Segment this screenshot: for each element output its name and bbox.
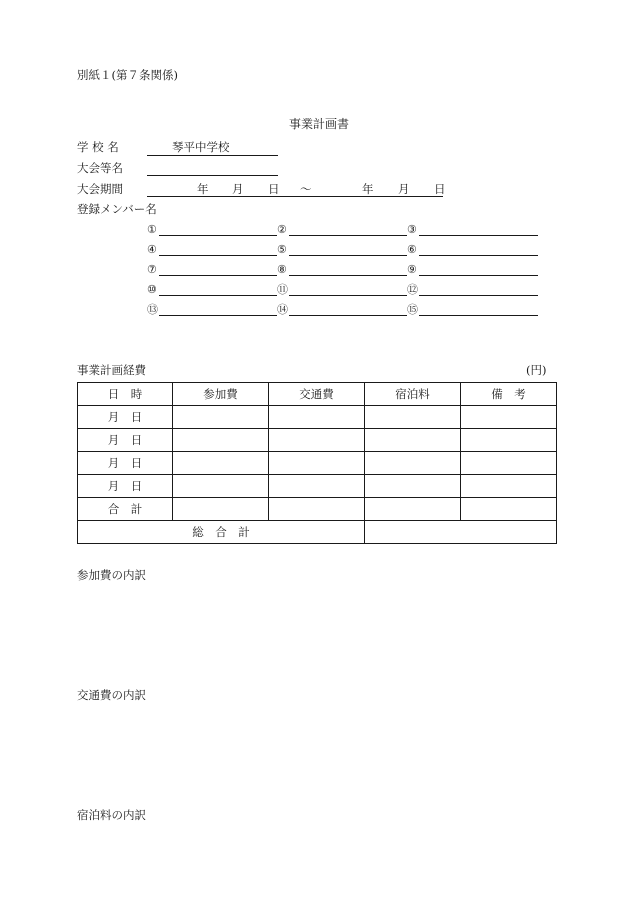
cell-transport[interactable]: [269, 406, 365, 429]
member-number: ⑭: [277, 303, 288, 316]
members-label: 登録メンバー名: [77, 202, 157, 216]
member-number: ⑬: [147, 303, 158, 316]
member-number: ⑤: [277, 243, 287, 256]
subtotal-label: 合 計: [78, 498, 173, 521]
cell-lodging[interactable]: [365, 475, 461, 498]
document-title: 事業計画書: [289, 117, 350, 131]
member-number: ①: [147, 223, 157, 236]
cell-transport[interactable]: [269, 429, 365, 452]
table-header-row: [78, 383, 557, 406]
member-number: ⑦: [147, 263, 157, 276]
member-field[interactable]: [159, 235, 277, 236]
table-row: [78, 452, 557, 475]
member-field[interactable]: [419, 235, 538, 236]
period-day-start: 日: [268, 182, 280, 196]
cell-notes[interactable]: [461, 452, 557, 475]
member-field[interactable]: [159, 275, 277, 276]
member-number: ⑪: [277, 283, 288, 296]
transport-breakdown-heading: 交通費の内訳: [77, 688, 146, 702]
member-field[interactable]: [289, 295, 407, 296]
table-row: [78, 475, 557, 498]
member-field[interactable]: [419, 275, 538, 276]
column-header-lodging: 宿泊料: [365, 383, 461, 406]
cell-notes[interactable]: [461, 429, 557, 452]
cell-notes[interactable]: [461, 475, 557, 498]
period-month-end: 月: [398, 182, 410, 196]
subtotal-notes[interactable]: [461, 498, 557, 521]
member-field[interactable]: [159, 255, 277, 256]
period-label: 大会期間: [77, 182, 123, 196]
period-separator: ～: [300, 182, 312, 196]
table-row: [78, 429, 557, 452]
participation-breakdown-heading: 参加費の内訳: [77, 568, 146, 582]
column-header-transport: 交通費: [269, 383, 365, 406]
grand-total-value[interactable]: [365, 521, 557, 544]
cell-lodging[interactable]: [365, 406, 461, 429]
subtotal-participation[interactable]: [173, 498, 269, 521]
row-date: 月 日: [78, 475, 173, 498]
cell-transport[interactable]: [269, 452, 365, 475]
member-field[interactable]: [159, 315, 277, 316]
period-day-end: 日: [434, 182, 446, 196]
subtotal-lodging[interactable]: [365, 498, 461, 521]
event-label: 大会等名: [77, 161, 123, 175]
member-number: ②: [277, 223, 287, 236]
school-value[interactable]: 琴平中学校: [172, 140, 230, 154]
lodging-breakdown-heading: 宿泊料の内訳: [77, 808, 146, 822]
row-date: 月 日: [78, 406, 173, 429]
row-date: 月 日: [78, 452, 173, 475]
school-label: 学 校 名: [77, 140, 119, 154]
member-field[interactable]: [419, 315, 538, 316]
member-number: ⑮: [407, 303, 418, 316]
event-field[interactable]: [147, 175, 278, 176]
grand-total-label: 総 合 計: [78, 521, 365, 544]
member-number: ⑧: [277, 263, 287, 276]
subtotal-row: [78, 498, 557, 521]
period-field[interactable]: [147, 196, 443, 197]
grand-total-row: [78, 521, 557, 544]
member-field[interactable]: [289, 275, 407, 276]
member-number: ⑥: [407, 243, 417, 256]
member-field[interactable]: [159, 295, 277, 296]
member-number: ③: [407, 223, 417, 236]
cell-participation[interactable]: [173, 429, 269, 452]
member-field[interactable]: [289, 315, 407, 316]
cell-participation[interactable]: [173, 452, 269, 475]
member-field[interactable]: [419, 255, 538, 256]
period-year-start: 年: [197, 182, 209, 196]
member-field[interactable]: [289, 235, 407, 236]
cell-participation[interactable]: [173, 406, 269, 429]
cell-participation[interactable]: [173, 475, 269, 498]
member-number: ④: [147, 243, 157, 256]
column-header-participation: 参加費: [173, 383, 269, 406]
costs-unit: (円): [526, 363, 547, 377]
member-number: ⑫: [407, 283, 418, 296]
member-field[interactable]: [289, 255, 407, 256]
member-field[interactable]: [419, 295, 538, 296]
member-number: ⑩: [147, 283, 157, 296]
table-row: [78, 406, 557, 429]
costs-table: [77, 382, 557, 544]
column-header-date: 日 時: [78, 383, 173, 406]
cell-lodging[interactable]: [365, 429, 461, 452]
row-date: 月 日: [78, 429, 173, 452]
member-number: ⑨: [407, 263, 417, 276]
period-month-start: 月: [232, 182, 244, 196]
subtotal-transport[interactable]: [269, 498, 365, 521]
annex-label: 別紙１(第７条関係): [77, 68, 178, 82]
cell-lodging[interactable]: [365, 452, 461, 475]
period-year-end: 年: [362, 182, 374, 196]
costs-heading: 事業計画経費: [77, 363, 146, 377]
column-header-notes: 備 考: [461, 383, 557, 406]
cell-notes[interactable]: [461, 406, 557, 429]
school-underline: [147, 155, 278, 156]
cell-transport[interactable]: [269, 475, 365, 498]
